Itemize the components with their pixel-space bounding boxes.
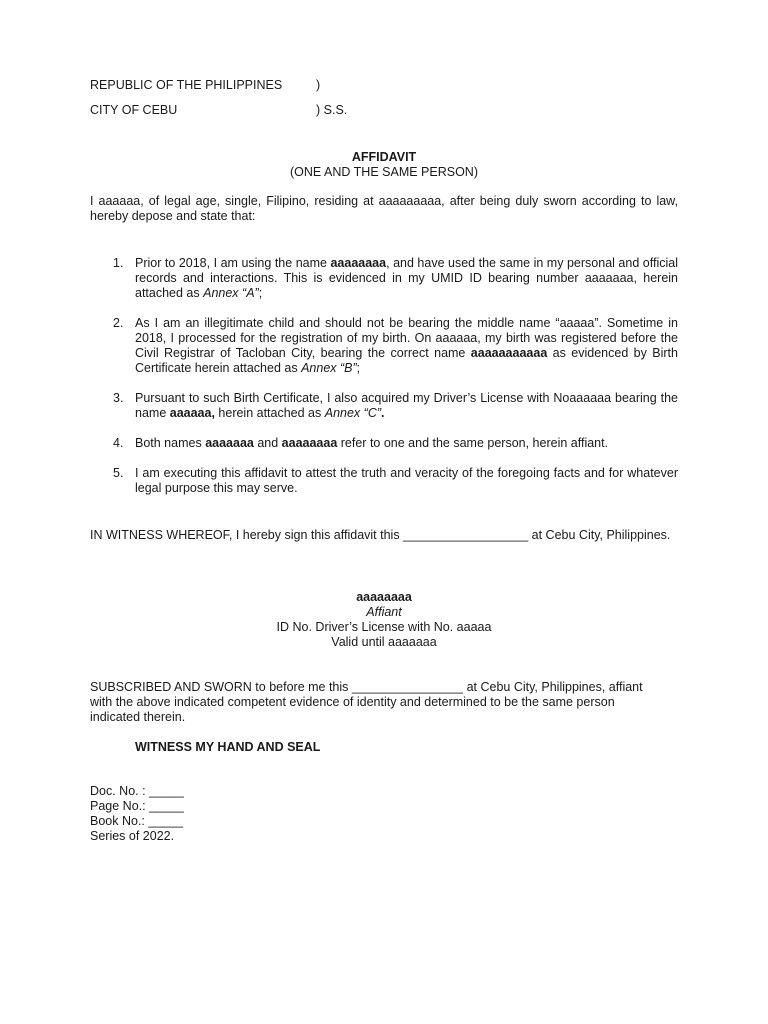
list-item-3 [90,391,678,421]
affiant-valid-line: Valid until aaaaaaa [331,635,437,649]
seal-heading: WITNESS MY HAND AND SEAL [135,740,321,754]
item-bold-name: aaaaaaa [205,436,254,450]
item-bold-name: aaaaaa, [169,406,215,420]
list-item-1 [90,256,678,301]
item-bold-name: aaaaaaaa [330,256,387,270]
page-no-line: Page No.: _____ [90,799,184,813]
item-text-part: refer to one and the same person, herein affiant. [337,436,609,450]
item-text-part: as evidenced by Birth Certificate herein attached as [135,346,678,375]
item-text-part: herein attached as [214,406,325,420]
item-text-part: Prior to 2018, I am using the name [135,256,331,270]
jurat-paragraph: SUBSCRIBED AND SWORN to before me this ________________ at Cebu City, Philippines, affiant with the above indicated competent evidence of identity and determined to be the same person indicated therein. [90,680,643,724]
item-text-part: Both names [135,436,206,450]
item-number: 2. [113,316,124,330]
item-number: 5. [113,466,124,480]
venue-republic: REPUBLIC OF THE PHILIPPINES [90,78,283,92]
item-text: I am executing this affidavit to attest the truth and veracity of the foregoing facts and for whatever legal purpose this may serve. [135,466,678,495]
document-subtitle: (ONE AND THE SAME PERSON) [290,165,478,179]
list-item-4 [90,436,678,451]
venue-ss: ) S.S. [316,103,348,117]
document-title: AFFIDAVIT [351,150,417,164]
item-bold-name: aaaaaaaa [281,436,338,450]
item-number: 3. [113,391,124,405]
item-text-part: ; [258,286,263,300]
witness-clause: IN WITNESS WHEREOF, I hereby sign this affidavit this __________________ at Cebu City, Philippines. [90,528,671,542]
item-text-part: and [253,436,282,450]
series-line: Series of 2022. [90,829,175,843]
item-bold-name: aaaaaaaaaaa [470,346,548,360]
item-text-part: ; [356,361,361,375]
item-number: 4. [113,436,124,450]
annex-reference: Annex “B” [301,361,357,375]
affiant-id-line: ID No. Driver’s License with No. aaaaa [276,620,492,634]
item-text-part: . [381,406,385,420]
annex-reference: Annex “A” [203,286,259,300]
affiant-role: Affiant [366,605,402,619]
item-text [135,436,678,451]
item-number: 1. [113,256,124,270]
item-text-part: As I am an illegitimate child and should not be bearing the middle name “aaaaa”. Sometime in 2018, I processed for the registration of my birth. On aaaaaa, my birth was registered before the Civil Registrar of Tacloban City, bearing the correct name [135,316,678,360]
item-text [135,316,678,376]
list-item-5 [90,466,678,496]
affiant-name: aaaaaaaa [356,590,412,604]
list-item-2 [90,316,678,376]
item-text-part: Pursuant to such Birth Certificate, I also acquired my Driver’s License with Noaaaaaa bearing the name [135,391,678,420]
annex-reference: Annex “C” [324,406,382,420]
intro-paragraph: I aaaaaa, of legal age, single, Filipino, residing at aaaaaaaaa, after being duly sworn according to law, hereby depose and state that: [90,194,678,223]
venue-paren-1: ) [316,78,321,92]
item-text-part: , and have used the same in my personal and official records and interactions. This is evidenced in my UMID ID bearing number aaaaaaa, herein attached as [135,256,678,300]
doc-no-line: Doc. No. : _____ [90,784,184,798]
item-text [135,256,678,301]
item-text [135,391,678,421]
venue-city: CITY OF CEBU [90,103,178,117]
book-no-line: Book No.: _____ [90,814,184,828]
